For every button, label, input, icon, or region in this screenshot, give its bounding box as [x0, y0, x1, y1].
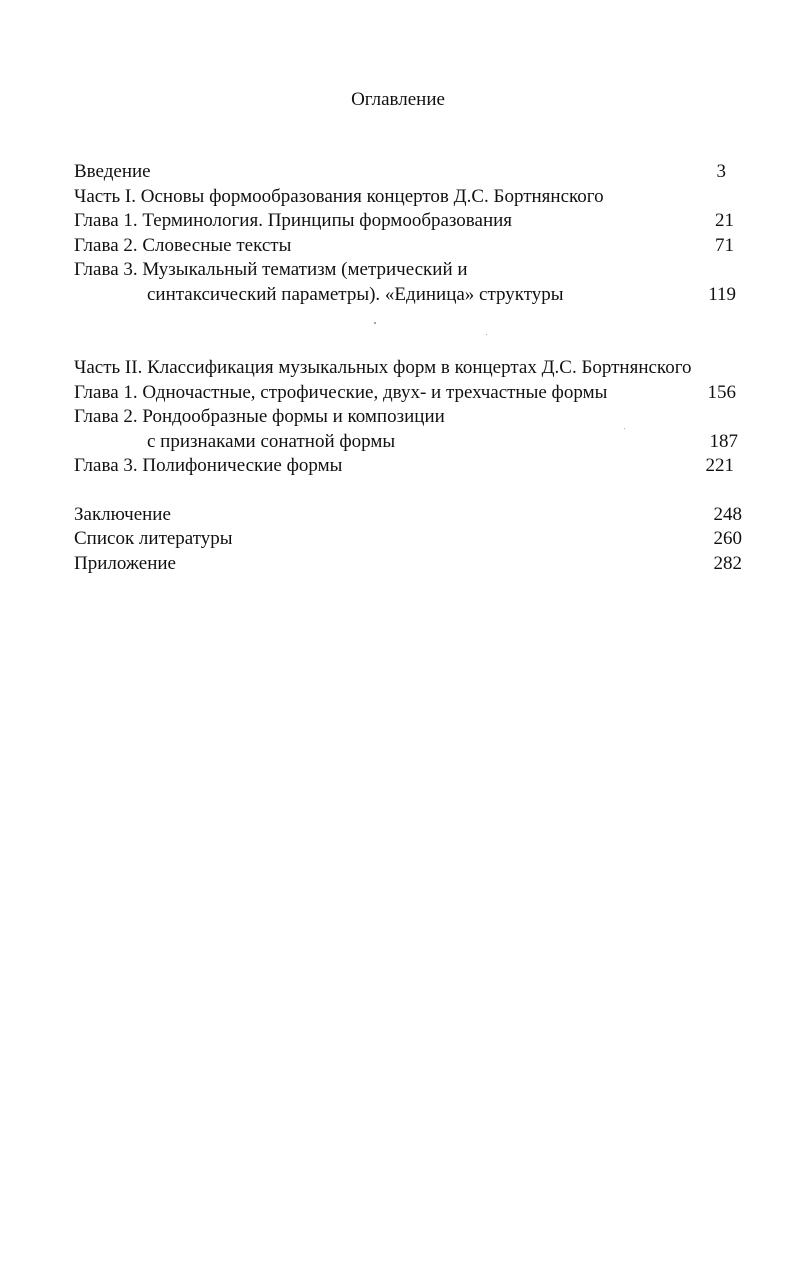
toc-entry-page: 221	[705, 455, 734, 476]
section-gap	[74, 307, 742, 356]
toc-entry-title: Часть II. Классификация музыкальных форм в концертах Д.С. Бортнянского	[74, 357, 692, 378]
toc-entry-title: Глава 2. Рондообразные формы и композиции	[74, 406, 445, 427]
toc-entry-title: Введение	[74, 161, 151, 182]
scan-speck	[624, 428, 625, 429]
toc-entry-title: Список литературы	[74, 528, 233, 549]
page-title: Оглавление	[351, 89, 445, 110]
toc-entry	[74, 258, 742, 283]
toc-entry-title: Часть I. Основы формообразования концертов Д.С. Бортнянского	[74, 185, 604, 207]
toc-entry-page: 282	[713, 552, 742, 574]
toc-entry-title: Глава 1. Одночастные, строфические, двух- и трехчастные формы	[74, 381, 608, 403]
toc-entry-page: 260	[713, 528, 742, 549]
scan-speck	[486, 334, 487, 335]
toc-section-back-matter	[74, 503, 742, 577]
toc-entry	[74, 283, 742, 308]
toc-entry-page: 156	[707, 381, 736, 403]
table-of-contents	[74, 160, 742, 576]
toc-entry-title: Глава 3. Музыкальный тематизм (метрический и	[74, 259, 468, 280]
toc-entry	[74, 405, 742, 430]
scan-speck	[374, 322, 376, 324]
toc-section-part-1	[74, 160, 742, 307]
toc-entry-title: Глава 2. Словесные тексты	[74, 234, 292, 256]
toc-entry	[74, 552, 742, 577]
section-gap	[74, 479, 742, 503]
toc-entry	[74, 209, 742, 234]
toc-entry	[74, 527, 742, 552]
toc-entry-page: 187	[709, 430, 738, 452]
toc-entry	[74, 160, 742, 185]
toc-entry-page: 21	[715, 210, 734, 231]
toc-entry	[74, 430, 742, 455]
toc-entry-title: Глава 1. Терминология. Принципы формообразования	[74, 210, 513, 231]
toc-entry-title: синтаксический параметры). «Единица» структуры	[147, 283, 564, 305]
toc-entry	[74, 356, 742, 381]
toc-entry-page: 71	[715, 234, 734, 256]
toc-entry	[74, 234, 742, 259]
toc-entry	[74, 185, 742, 210]
toc-entry	[74, 454, 742, 479]
toc-entry	[74, 381, 742, 406]
toc-entry-title: Заключение	[74, 503, 171, 525]
toc-entry-page: 119	[708, 283, 736, 305]
toc-entry-page: 3	[716, 161, 726, 182]
toc-entry	[74, 503, 742, 528]
toc-section-part-2	[74, 356, 742, 479]
toc-entry-page: 248	[713, 503, 742, 525]
toc-entry-title: Глава 3. Полифонические формы	[74, 455, 343, 476]
toc-entry-title: с признаками сонатной формы	[147, 430, 396, 452]
toc-entry-title: Приложение	[74, 552, 176, 574]
